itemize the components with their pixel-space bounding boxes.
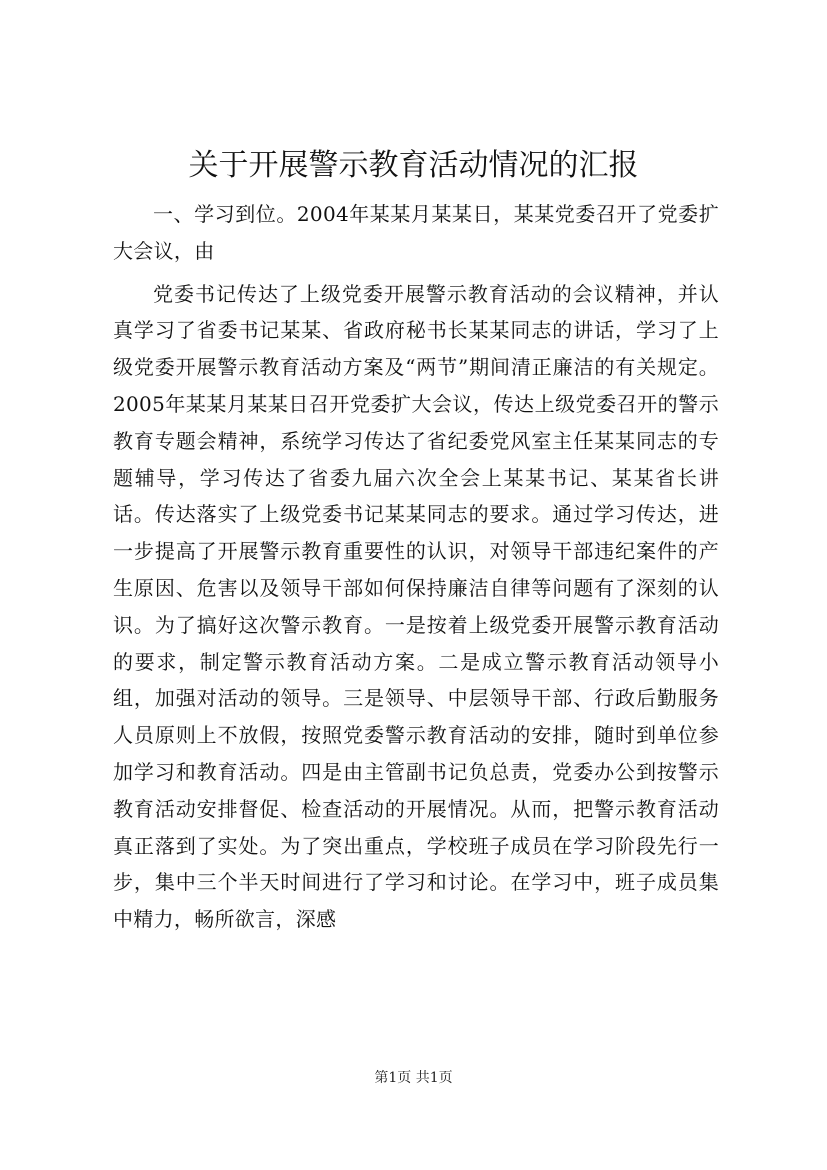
document-body xyxy=(113,196,719,938)
paragraph-1: 一、学习到位。2004年某某月某某日，某某党委召开了党委扩大会议，由 xyxy=(113,202,719,263)
document-title: 关于开展警示教育活动情况的汇报 xyxy=(188,148,639,183)
page-footer: 第1页 共1页 xyxy=(374,1070,453,1086)
paragraph-2: 党委书记传达了上级党委开展警示教育活动的会议精神，并认真学习了省委书记某某、省政府秘书长某某同志的讲话，学习了上级党委开展警示教育活动方案及“两节”期间清正廉洁的有关规定。2005年某某月某某日召开党委扩大会议，传达上级党委召开的警示教育专题会精神，系统学习传达了省纪委党风室主任某某同志的专题辅导，学习传达了省委九届六次全会上某某书记、某某省长讲话。传达落实了上级党委书记某某同志的要求。通过学习传达，进一步提高了开展警示教育重要性的认识，对领导干部违纪案件的产生原因、危害以及领导干部如何保持廉洁自律等问题有了深刻的认识。为了搞好这次警示教育。一是按着上级党委开展警示教育活动的要求，制定警示教育活动方案。二是成立警示教育活动领导小组，加强对活动的领导。三是领导、中层领导干部、行政后勤服务人员原则上不放假，按照党委警示教育活动的安排，随时到单位参加学习和教育活动。四是由主管副书记负总责，党委办公到按警示教育活动安排督促、检查活动的开展情况。从而，把警示教育活动真正落到了实处。为了突出重点，学校班子成员在学习阶段先行一步，集中三个半天时间进行了学习和讨论。在学习中，班子成员集中精力，畅所欲言，深感 xyxy=(113,281,719,932)
